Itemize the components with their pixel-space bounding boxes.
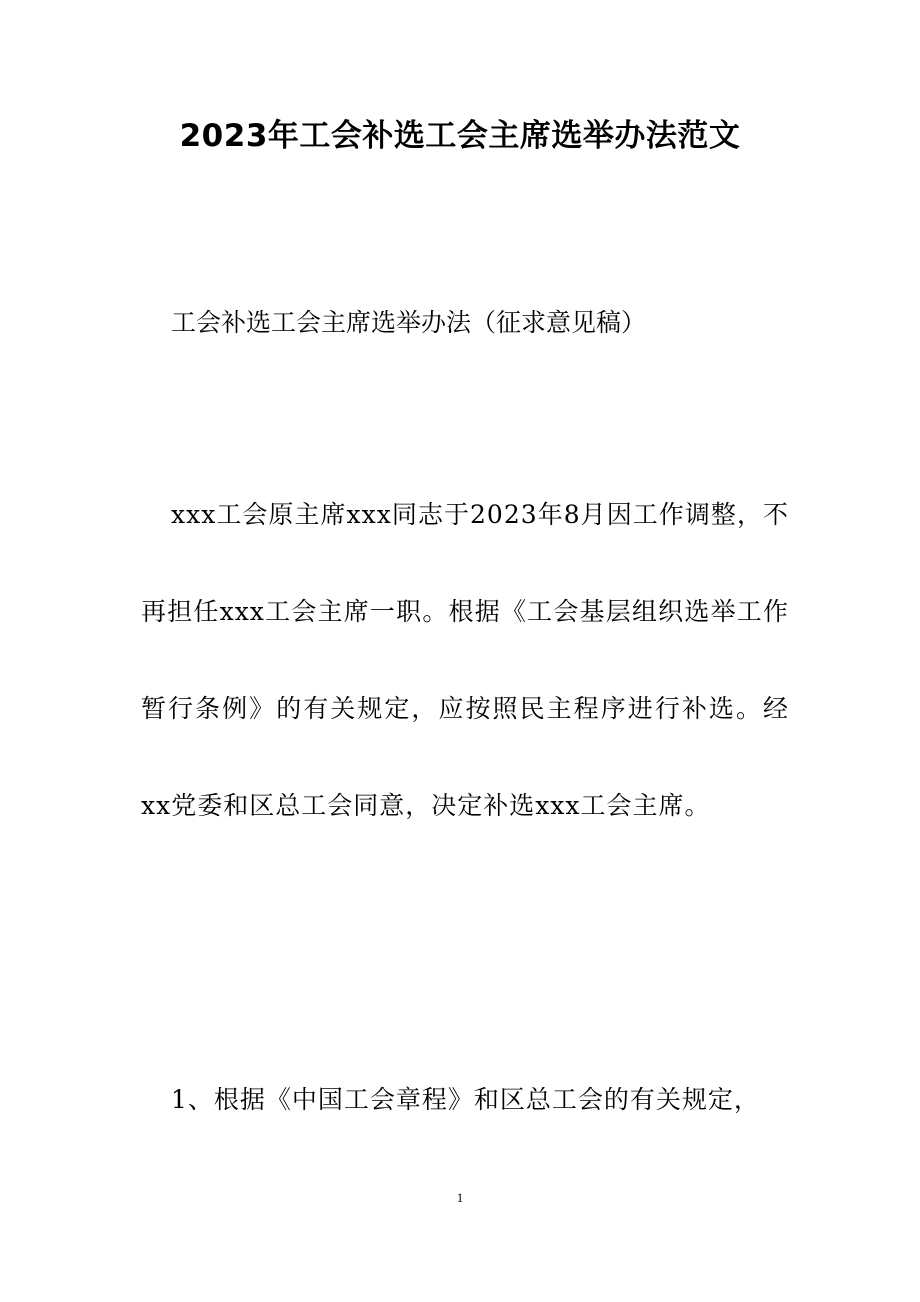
page-number: 1 bbox=[456, 1190, 464, 1205]
document-title: 2023年工会补选工会主席选举办法范文 bbox=[179, 118, 741, 154]
body-paragraph: xxx工会原主席xxx同志于2023年8月因工作调整，不再担任xxx工会主席一职。根据《工会基层组织选举工作暂行条例》的有关规定，应按照民主程序进行补选。经xx党委和区总工会同意，决定补选xxx工会主席。 bbox=[141, 500, 789, 820]
body-paragraph: 1、根据《中国工会章程》和区总工会的有关规定， bbox=[171, 1085, 760, 1114]
document-subtitle: 工会补选工会主席选举办法（征求意见稿） bbox=[171, 308, 647, 337]
